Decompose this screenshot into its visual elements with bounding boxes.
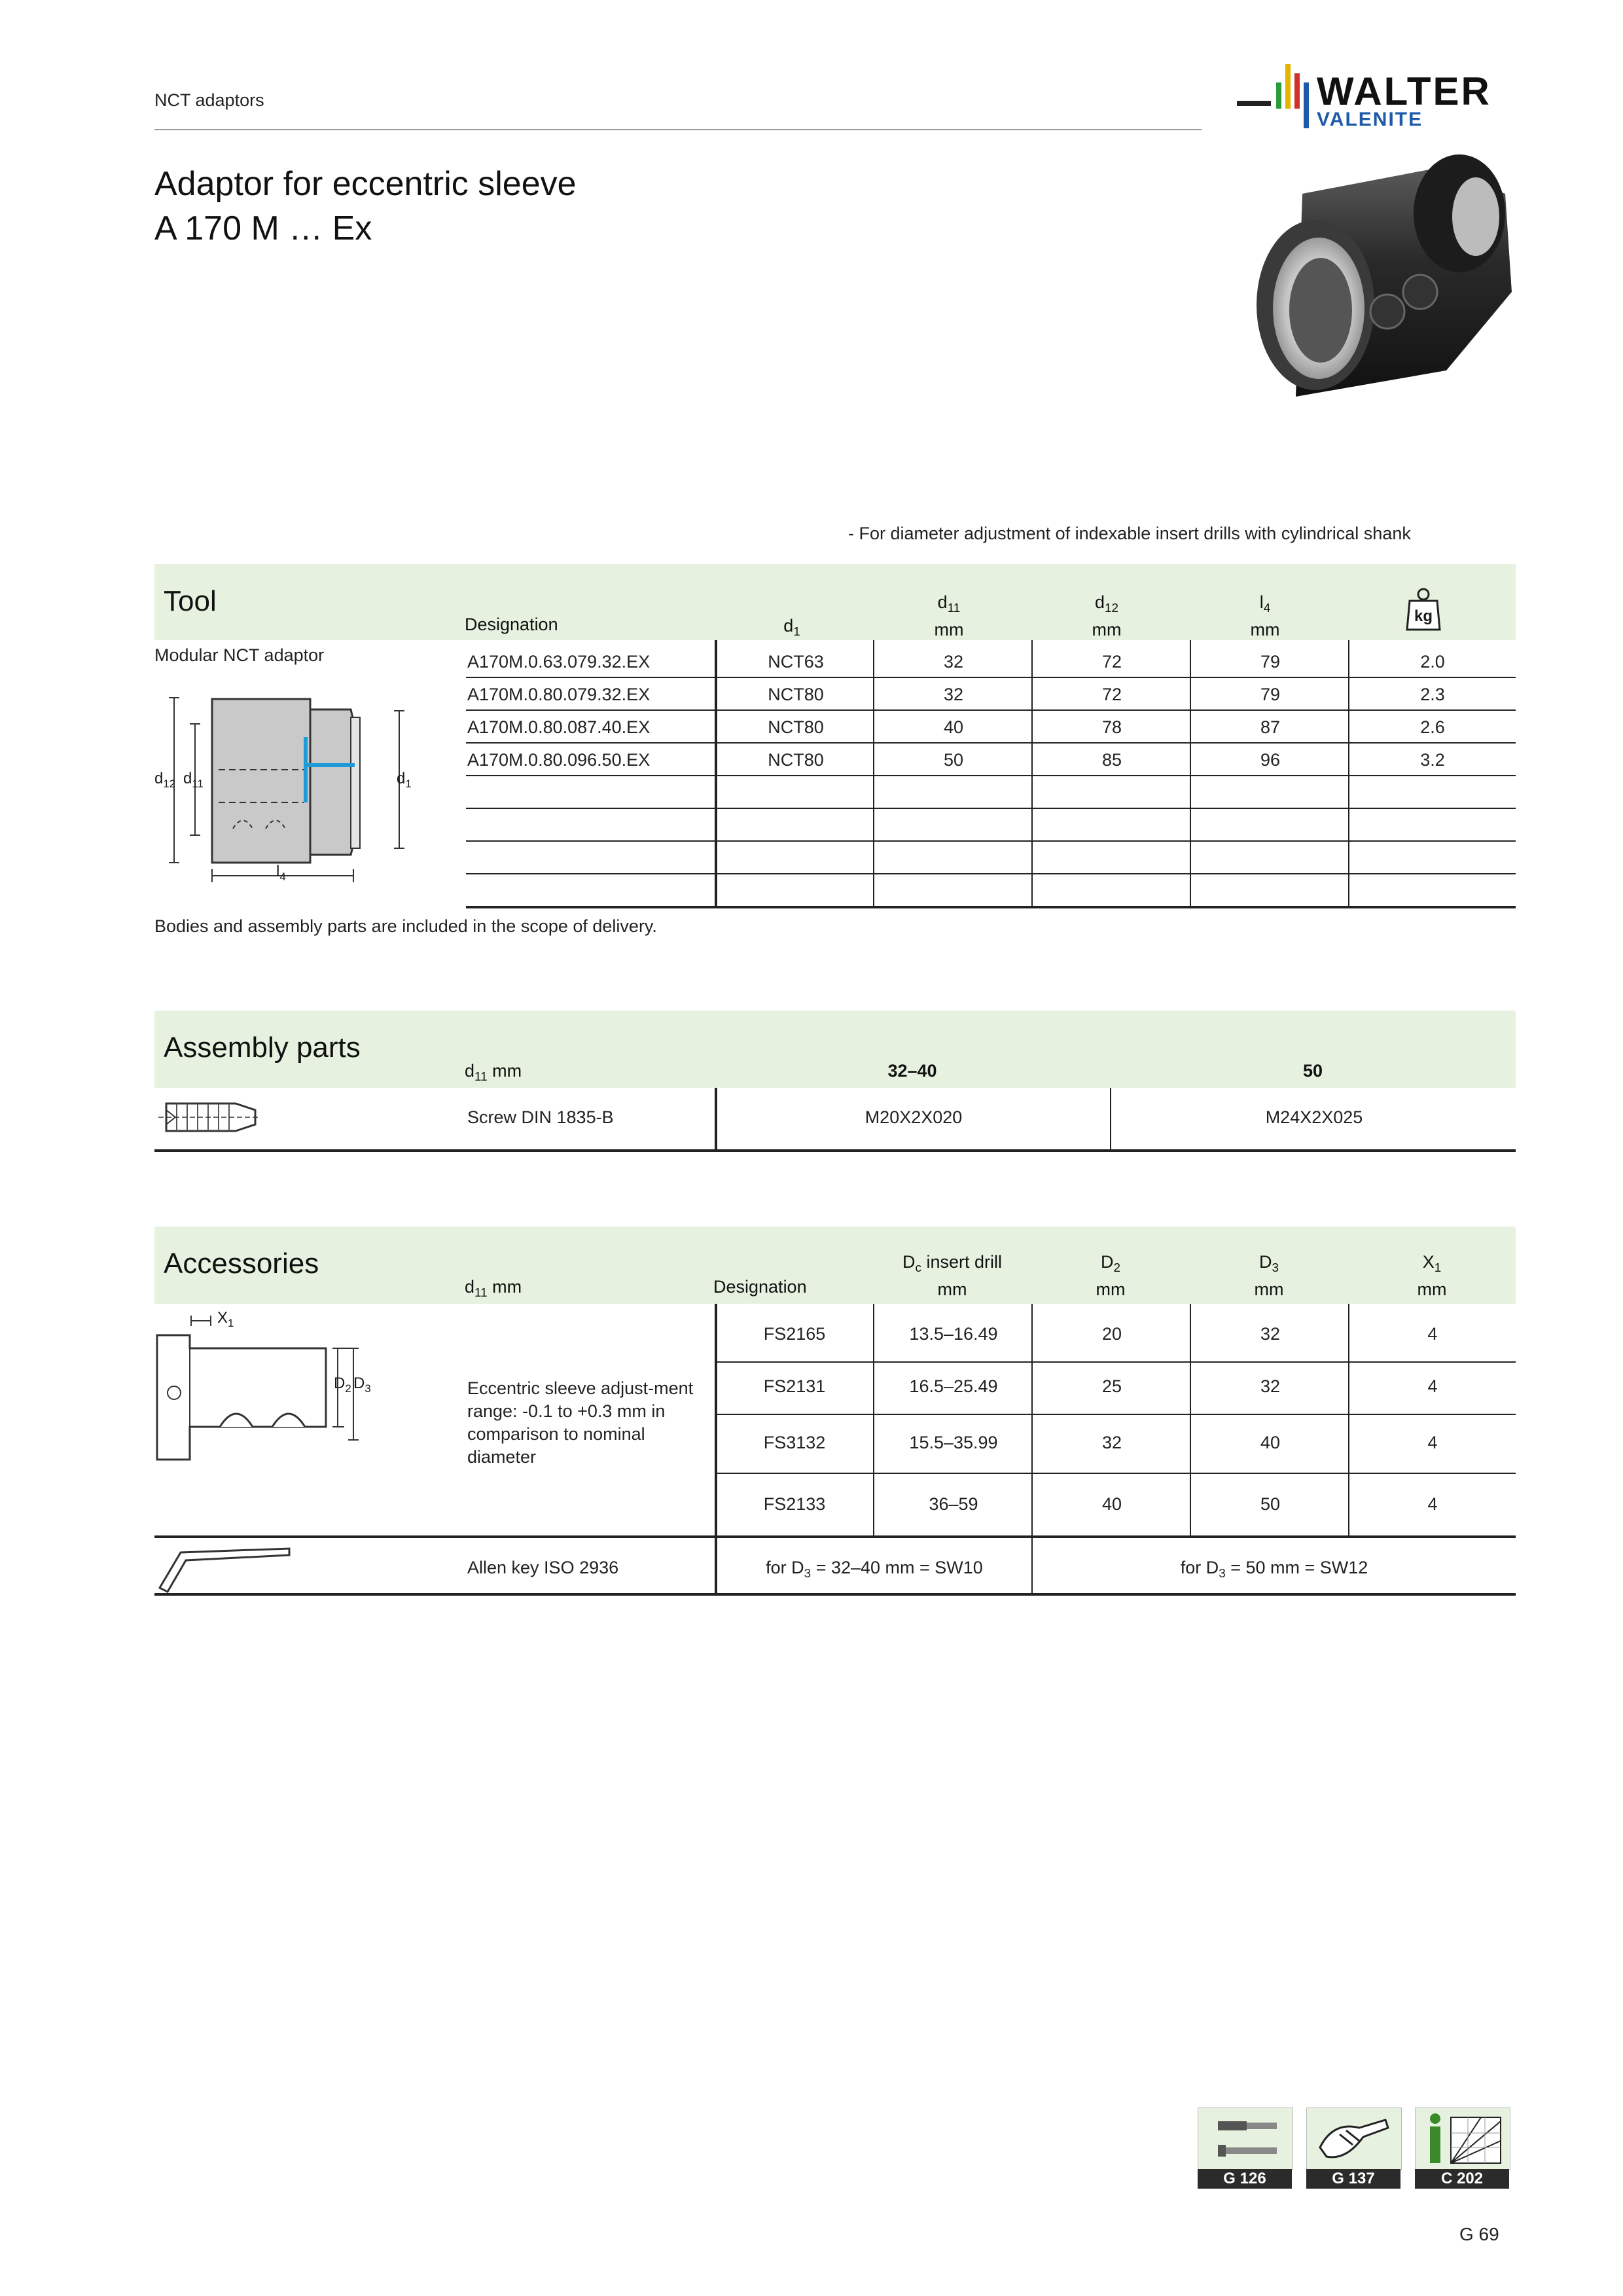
acc-grid-h4 — [154, 1535, 1516, 1538]
tool-row-3-designation: A170M.0.80.087.40.EX — [467, 717, 651, 737]
tool-row-2-l4: 79 — [1260, 685, 1281, 704]
tool-row-2-kg: 2.3 — [1420, 685, 1445, 704]
acc-row-3-designation: FS3132 — [763, 1433, 826, 1452]
tool-header-designation: Designation — [465, 615, 558, 634]
section-label: NCT adaptors — [154, 90, 264, 110]
tool-grid-v1 — [715, 640, 717, 908]
tool-grid-v3 — [1031, 640, 1033, 908]
tool-header-d1: $d_1$ — [783, 616, 800, 639]
scope-footnote: Bodies and assembly parts are included in the scope of delivery. — [154, 916, 657, 936]
tool-grid-v4 — [1190, 640, 1191, 908]
acc-row-1-designation: FS2165 — [763, 1324, 826, 1344]
acc-header-d2: $D_2$ mm — [1096, 1252, 1126, 1299]
weight-icon — [1404, 586, 1442, 632]
tool-row-1-d11: 32 — [943, 652, 964, 672]
tool-row-1-d1: NCT63 — [768, 652, 824, 672]
dim-d11-label: $d_{11}$ — [183, 770, 204, 790]
tool-row-2-d11: 32 — [943, 685, 964, 704]
dim-d12-label: $d_{12}$ — [154, 770, 176, 790]
tool-row-4-d12: 85 — [1101, 750, 1122, 770]
acc-row-1-dc: 13.5–16.49 — [909, 1324, 998, 1344]
adaptor-photo-icon — [1243, 154, 1525, 403]
acc-row-4-dc: 36–59 — [929, 1494, 978, 1514]
tool-row-4-d1: NCT80 — [768, 750, 824, 770]
tool-row-3-d1: NCT80 — [768, 717, 824, 737]
acc-grid-v5 — [1348, 1304, 1349, 1537]
assembly-grid-v1 — [715, 1088, 717, 1151]
acc-row-4-d2: 40 — [1101, 1494, 1122, 1514]
allen-key-val-2: for $D_3 = 50$ mm = SW12 — [1180, 1558, 1368, 1581]
page-number: G 69 — [1459, 2224, 1499, 2244]
acc-header-designation: Designation — [713, 1277, 807, 1297]
assembly-grid-v2 — [1110, 1088, 1111, 1151]
acc-row-1-d2: 20 — [1101, 1324, 1122, 1344]
assembly-header-col1: 32–40 — [887, 1061, 937, 1081]
walter-logo — [1237, 60, 1512, 132]
ref-g137-label[interactable]: G 137 — [1306, 2169, 1400, 2189]
ref-g126-label[interactable]: G 126 — [1198, 2169, 1292, 2189]
dim-l4-label: $l_4$ — [276, 863, 286, 883]
acc-row-1-x1: 4 — [1427, 1324, 1438, 1344]
acc-row-3-x1: 4 — [1427, 1433, 1438, 1452]
tool-grid-h2 — [466, 709, 1516, 711]
acc-grid-h3 — [716, 1473, 1516, 1474]
ref-c202-label[interactable]: C 202 — [1415, 2169, 1509, 2189]
tool-row-1-kg: 2.0 — [1420, 652, 1445, 672]
tool-row-4-l4: 96 — [1260, 750, 1281, 770]
tool-grid-bottom — [466, 906, 1516, 908]
acc-row-1-d3: 32 — [1260, 1324, 1281, 1344]
tool-row-1-d12: 72 — [1101, 652, 1122, 672]
acc-row-2-dc: 16.5–25.49 — [909, 1376, 998, 1396]
acc-row-4-d3: 50 — [1260, 1494, 1281, 1514]
acc-row-3-d2: 32 — [1101, 1433, 1122, 1452]
tool-grid-v5 — [1348, 640, 1349, 908]
tool-row-4-designation: A170M.0.80.096.50.EX — [467, 750, 651, 770]
tool-row-3-kg: 2.6 — [1420, 717, 1445, 737]
acc-row-2-designation: FS2131 — [763, 1376, 826, 1396]
weight-icon-label: kg — [1414, 607, 1433, 625]
info-chart-icon — [1416, 2108, 1510, 2170]
tool-row-4-d11: 50 — [943, 750, 964, 770]
tool-row-1-l4: 79 — [1260, 652, 1281, 672]
acc-grid-h1 — [716, 1361, 1516, 1363]
acc-row-4-designation: FS2133 — [763, 1494, 826, 1514]
usage-note: - For diameter adjustment of indexable insert drills with cylindrical shank — [848, 524, 1411, 543]
logo-text-walter: WALTER — [1317, 69, 1491, 113]
acc-row-2-d2: 25 — [1101, 1376, 1122, 1396]
screw-icon — [157, 1094, 262, 1140]
ref-g126-tile[interactable] — [1198, 2108, 1293, 2170]
screw-drawing — [157, 1094, 262, 1140]
header-divider — [154, 129, 1202, 130]
tool-grid-h4 — [466, 775, 1516, 776]
allen-key-icon — [154, 1541, 298, 1593]
acc-grid-h2 — [716, 1414, 1516, 1415]
allen-key-label: Allen key ISO 2936 — [467, 1558, 619, 1577]
assembly-header-d11: $d_{11}$ mm — [465, 1061, 522, 1084]
tool-row-3-l4: 87 — [1260, 717, 1281, 737]
page-title-line2: A 170 M … Ex — [154, 209, 372, 247]
dim-d3-label: $D_3$ — [353, 1374, 371, 1395]
product-photo — [1243, 154, 1525, 403]
tool-grid-h7 — [466, 873, 1516, 874]
tool-grid-v2 — [873, 640, 874, 908]
sleeve-drawing — [154, 1309, 390, 1466]
ref-g137-tile[interactable] — [1306, 2108, 1402, 2170]
acc-row-2-x1: 4 — [1427, 1376, 1438, 1396]
acc-row-3-dc: 15.5–35.99 — [909, 1433, 998, 1452]
acc-header-d11: $d_{11}$ mm — [465, 1277, 522, 1300]
acc-row-3-d3: 40 — [1260, 1433, 1281, 1452]
acc-header-dc: $D_c$ insert drill mm — [902, 1252, 1002, 1299]
tool-row-3-d12: 78 — [1101, 717, 1122, 737]
assembly-section-title: Assembly parts — [164, 1031, 361, 1064]
tool-row-2-designation: A170M.0.80.079.32.EX — [467, 685, 651, 704]
tool-header-d11: $d_{11}$ mm — [934, 592, 964, 639]
allen-key-drawing — [154, 1541, 298, 1593]
assembly-row-label: Screw DIN 1835-B — [467, 1107, 614, 1127]
screws-icon — [1198, 2108, 1293, 2170]
tool-grid-h3 — [466, 742, 1516, 744]
logo-text-valenite: VALENITE — [1317, 109, 1423, 130]
tool-row-2-d12: 72 — [1101, 685, 1122, 704]
tool-header-d12: $d_{12}$ mm — [1092, 592, 1122, 639]
tool-drawing — [154, 691, 429, 888]
dim-d2-label: $D_2$ — [334, 1374, 351, 1395]
tool-row-label: Modular NCT adaptor — [154, 645, 325, 665]
assembly-val-1: M20X2X020 — [865, 1107, 963, 1127]
ref-c202-tile[interactable] — [1415, 2108, 1510, 2170]
acc-grid-bottom — [154, 1593, 1516, 1596]
tool-row-4-kg: 3.2 — [1420, 750, 1445, 770]
acc-row-4-x1: 4 — [1427, 1494, 1438, 1514]
allen-key-val-1: for $D_3 = 32-40$ mm = SW10 — [766, 1558, 983, 1581]
assembly-grid-bottom — [154, 1149, 1516, 1152]
dim-x1-label: $X_1$ — [217, 1309, 234, 1329]
assembly-header-col2: 50 — [1302, 1061, 1323, 1081]
tool-header-l4: $l_4$ mm — [1250, 592, 1280, 639]
tool-row-1-designation: A170M.0.63.079.32.EX — [467, 652, 651, 672]
tool-grid-h6 — [466, 840, 1516, 842]
tool-section-title: Tool — [164, 585, 217, 617]
sleeve-description: Eccentric sleeve adjust-ment range: -0.1 to +0.3 mm in comparison to nominal diameter — [467, 1378, 694, 1467]
tool-row-2-d1: NCT80 — [768, 685, 824, 704]
tool-grid-h1 — [466, 677, 1516, 678]
tool-grid-h5 — [466, 808, 1516, 809]
assembly-val-2: M24X2X025 — [1265, 1107, 1363, 1127]
acc-grid-v4 — [1190, 1304, 1191, 1537]
acc-header-d3: $D_3$ mm — [1254, 1252, 1284, 1299]
tool-row-3-d11: 40 — [943, 717, 964, 737]
wrench-hand-icon — [1307, 2108, 1401, 2170]
accessories-section-title: Accessories — [164, 1247, 319, 1280]
dim-d1-label: $d_1$ — [397, 770, 412, 790]
acc-header-x1: $X_1$ mm — [1417, 1252, 1447, 1299]
page-title-line1: Adaptor for eccentric sleeve — [154, 165, 577, 203]
acc-row-2-d3: 32 — [1260, 1376, 1281, 1396]
acc-grid-v2 — [873, 1304, 874, 1537]
